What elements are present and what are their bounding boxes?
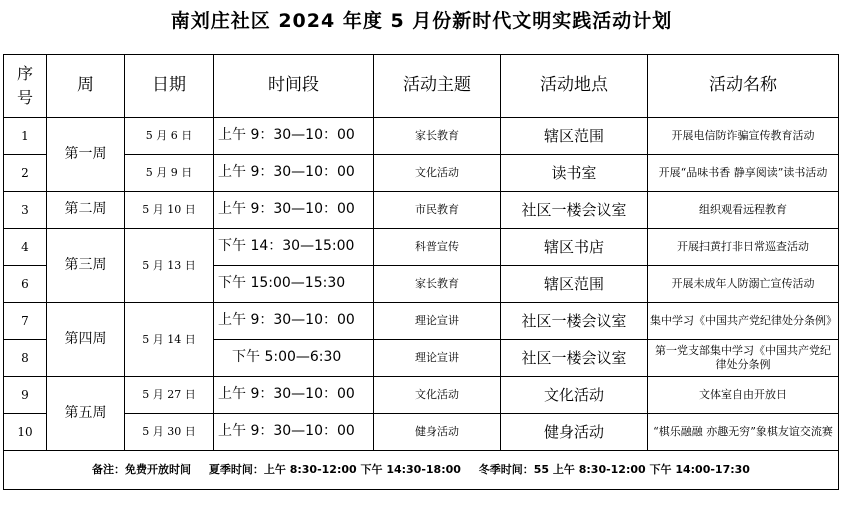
activity-name-cell: 开展“品味书香 静享阅读”读书活动 (648, 155, 839, 192)
header-theme: 活动主题 (374, 55, 501, 118)
theme-cell: 家长教育 (374, 118, 501, 155)
week-cell: 第五周 (47, 377, 125, 451)
footer-row (4, 451, 839, 490)
place-cell: 文化活动 (501, 377, 648, 414)
table-row (4, 192, 839, 229)
time-cell: 上午 9：30—10：00 (214, 303, 374, 340)
date-cell: 5 月 27 日 (125, 377, 214, 414)
table-row (4, 303, 839, 340)
row-number: 10 (4, 414, 47, 451)
header-place: 活动地点 (501, 55, 648, 118)
theme-cell: 理论宣讲 (374, 303, 501, 340)
theme-cell: 科普宣传 (374, 229, 501, 266)
table-header-row (4, 55, 839, 118)
header-date: 日期 (125, 55, 214, 118)
time-cell: 上午 9：30—10：00 (214, 192, 374, 229)
activity-name-cell: “棋乐融融 亦趣无穷”象棋友谊交流赛 (648, 414, 839, 451)
place-cell: 社区一楼会议室 (501, 192, 648, 229)
theme-cell: 家长教育 (374, 266, 501, 303)
summer-hours: 夏季时间：上午 8:30-12:00 下午 14:30-18:00 (208, 463, 461, 477)
header-name: 活动名称 (648, 55, 839, 118)
date-cell: 5 月 6 日 (125, 118, 214, 155)
time-cell: 上午 9：30—10：00 (214, 118, 374, 155)
date-cell: 5 月 13 日 (125, 229, 214, 303)
week-cell: 第三周 (47, 229, 125, 303)
table-row (4, 229, 839, 266)
row-number: 6 (4, 266, 47, 303)
theme-cell: 文化活动 (374, 155, 501, 192)
time-cell: 下午 5:00—6:30 (214, 340, 374, 377)
winter-hours: 冬季时间：55 上午 8:30-12:00 下午 14:00-17:30 (478, 463, 750, 477)
row-number: 2 (4, 155, 47, 192)
time-cell: 上午 9：30—10：00 (214, 377, 374, 414)
theme-cell: 健身活动 (374, 414, 501, 451)
place-cell: 辖区范围 (501, 118, 648, 155)
activity-name-cell: 开展扫黄打非日常巡查活动 (648, 229, 839, 266)
header-num: 序号 (4, 55, 47, 118)
activity-name-cell: 第一党支部集中学习《中国共产党纪律处分条例 (648, 340, 839, 377)
place-cell: 社区一楼会议室 (501, 303, 648, 340)
date-cell: 5 月 30 日 (125, 414, 214, 451)
table-row (4, 414, 839, 451)
place-cell: 辖区书店 (501, 229, 648, 266)
date-cell: 5 月 10 日 (125, 192, 214, 229)
row-number: 3 (4, 192, 47, 229)
activity-name-cell: 集中学习《中国共产党纪律处分条例》 (648, 303, 839, 340)
table-row (4, 377, 839, 414)
place-cell: 社区一楼会议室 (501, 340, 648, 377)
header-week: 周 (47, 55, 125, 118)
date-cell: 5 月 14 日 (125, 303, 214, 377)
week-cell: 第一周 (47, 118, 125, 192)
activity-name-cell: 开展电信防诈骗宣传教育活动 (648, 118, 839, 155)
row-number: 1 (4, 118, 47, 155)
time-cell: 上午 9：30—10：00 (214, 155, 374, 192)
table-row (4, 155, 839, 192)
activity-name-cell: 组织观看远程教育 (648, 192, 839, 229)
row-number: 9 (4, 377, 47, 414)
row-number: 4 (4, 229, 47, 266)
footer-note-cell (4, 451, 839, 490)
time-cell: 下午 14：30—15:00 (214, 229, 374, 266)
row-number: 8 (4, 340, 47, 377)
theme-cell: 市民教育 (374, 192, 501, 229)
place-cell: 健身活动 (501, 414, 648, 451)
time-cell: 下午 15:00—15:30 (214, 266, 374, 303)
table-row (4, 118, 839, 155)
date-cell: 5 月 9 日 (125, 155, 214, 192)
header-time: 时间段 (214, 55, 374, 118)
week-cell: 第二周 (47, 192, 125, 229)
week-cell: 第四周 (47, 303, 125, 377)
activity-plan-table (3, 54, 839, 490)
activity-name-cell: 文体室自由开放日 (648, 377, 839, 414)
time-cell: 上午 9：30—10：00 (214, 414, 374, 451)
place-cell: 读书室 (501, 155, 648, 192)
theme-cell: 理论宣讲 (374, 340, 501, 377)
free-open-note: 备注：免费开放时间 (92, 463, 192, 477)
page-title: 南刘庄社区 2024 年度 5 月份新时代文明实践活动计划 (170, 10, 673, 32)
place-cell: 辖区范围 (501, 266, 648, 303)
activity-name-cell: 开展未成年人防溺亡宣传活动 (648, 266, 839, 303)
theme-cell: 文化活动 (374, 377, 501, 414)
row-number: 7 (4, 303, 47, 340)
